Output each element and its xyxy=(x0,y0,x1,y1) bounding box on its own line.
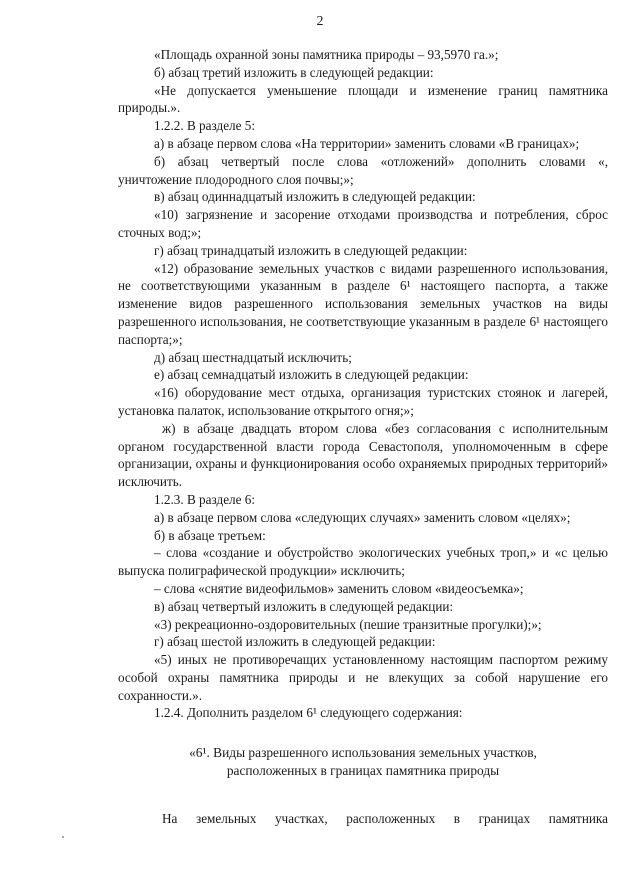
paragraph-list xyxy=(118,46,608,722)
body-paragraph: ж) в абзаце двадцать втором слова «без согласования с исполнительным органом государственной власти города Севастополя, уполномоченным в сфере организации, охраны и функционирования особо охраняемых природных территорий» исключить. xyxy=(118,420,608,490)
document-body xyxy=(118,46,608,828)
body-paragraph: е) абзац семнадцатый изложить в следующей редакции: xyxy=(154,367,469,383)
body-paragraph: б) в абзаце третьем: xyxy=(154,527,266,543)
body-paragraph: д) абзац шестнадцатый исключить; xyxy=(154,349,352,365)
body-paragraph: «10) загрязнение и засорение отходами производства и потребления, сброс сточных вод;»; xyxy=(118,207,608,240)
body-paragraph: «12) образование земельных участков с видами разрешенного использования, не соответствующими указанным в разделе 6¹ настоящего паспорта, а также изменение видов разрешенного использования земельных участков на виды разрешенного использования, не соответствующие указанным в разделе 6¹ настоящего паспорта;»; xyxy=(118,260,608,347)
body-paragraph: г) абзац тринадцатый изложить в следующей редакции: xyxy=(154,242,468,258)
page-number: 2 xyxy=(316,14,324,29)
body-paragraph: в) абзац одиннадцатый изложить в следующей редакции: xyxy=(154,189,476,205)
section-heading-line: расположенных в границах памятника природы xyxy=(226,763,500,779)
body-paragraph: 1.2.4. Дополнить разделом 6¹ следующего содержания: xyxy=(154,705,463,721)
section-heading xyxy=(118,744,608,780)
body-paragraph: «Не допускается уменьшение площади и изменение границ памятника природы.». xyxy=(118,82,608,116)
body-paragraph: – слова «создание и обустройство экологических учебных троп,» и «с целью выпуска полиграфической продукции» исключить; xyxy=(118,545,608,579)
body-paragraph: а) в абзаце первом слова «следующих случаях» заменить словом «целях»; xyxy=(154,509,571,525)
body-paragraph: в) абзац четвертый изложить в следующей редакции: xyxy=(154,598,454,614)
body-paragraph: б) абзац четвертый после слова «отложений» дополнить словами «, уничтожение плодородного слоя почвы;»; xyxy=(118,153,608,187)
section-heading-line: «6¹. Виды разрешенного использования земельных участков, xyxy=(189,745,537,761)
body-paragraph: а) в абзаце первом слова «На территории» заменить словами «В границах»; xyxy=(154,135,580,151)
body-paragraph: «5) иных не противоречащих установленному настоящим паспортом режиму особой охраны памятника природы и не влекущих за собой нарушение его сохранности.». xyxy=(118,652,608,703)
body-paragraph: «3) рекреационно-оздоровительных (пешие транзитные прогулки);»; xyxy=(154,616,542,632)
body-paragraph: «16) оборудование мест отдыха, организация туристских стоянок и лагерей, установка палаток, использование открытого огня;»; xyxy=(118,385,608,418)
body-paragraph: 1.2.3. В разделе 6: xyxy=(154,491,256,507)
body-paragraph: «Площадь охранной зоны памятника природы – 93,5970 га.»; xyxy=(154,47,499,62)
body-paragraph: – слова «снятие видеофильмов» заменить словом «видеосъемка»; xyxy=(154,580,524,596)
body-paragraph: г) абзац шестой изложить в следующей редакции: xyxy=(154,634,436,650)
body-paragraph: 1.2.2. В разделе 5: xyxy=(154,118,256,134)
body-paragraph: На земельных участках, расположенных в границах памятника xyxy=(162,810,608,826)
body-paragraph: б) абзац третий изложить в следующей редакции: xyxy=(154,64,434,80)
scan-speck xyxy=(62,836,64,838)
